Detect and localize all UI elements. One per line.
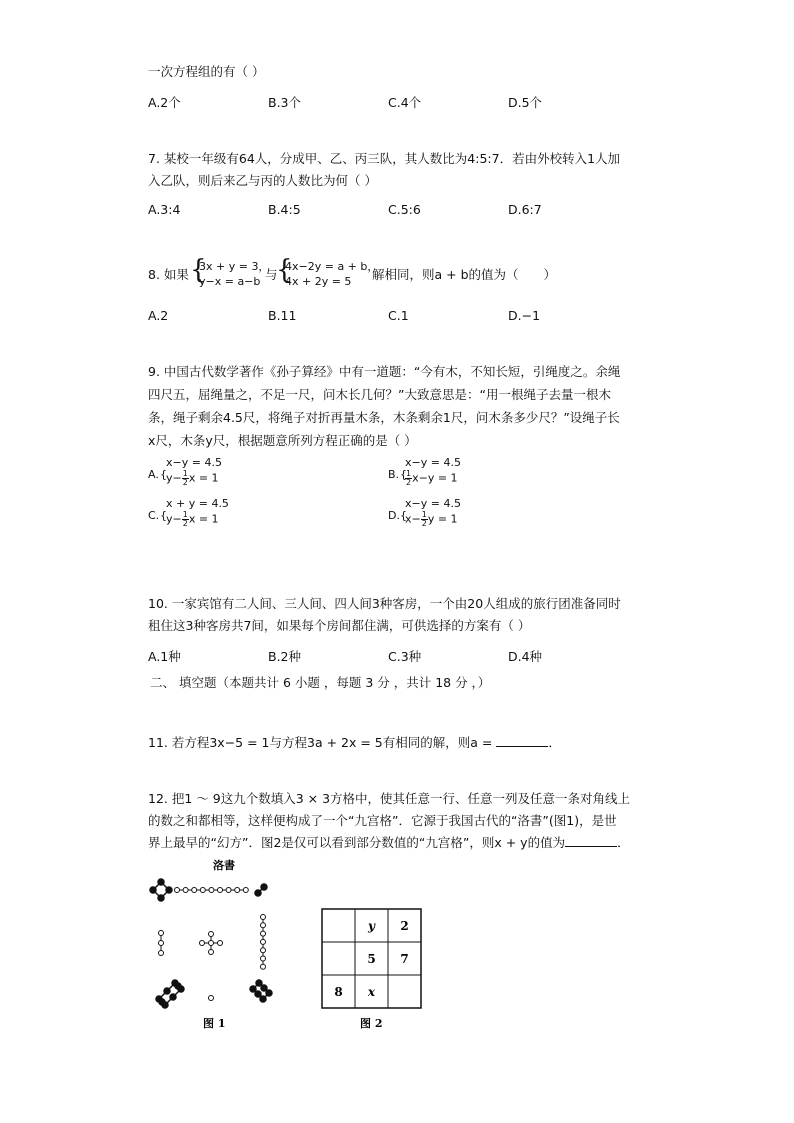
luoshu-top-right-2	[255, 884, 267, 896]
q9-option-b-system	[405, 455, 461, 487]
fraction-half: $\frac{1}{2}$	[182, 510, 188, 528]
grid-cell: 2	[400, 919, 409, 933]
luoshu-center-5	[200, 932, 223, 955]
q8-brace-2: {	[276, 255, 293, 285]
q9-option-a-eq1: x−y = 4.5	[166, 456, 222, 469]
q8-sys2-eq2: 4x + 2y = 5	[285, 275, 352, 288]
figure1-caption: 图 1	[203, 1017, 226, 1030]
q9-line4: x尺，木条y尺，根据题意所列方程正确的是（ ）	[148, 433, 417, 448]
q9-option-a-brace: {	[160, 468, 167, 481]
fraction-half: $\frac{1}{2}$	[406, 469, 412, 487]
grid-cell-x: x	[367, 985, 376, 999]
luoshu-mid-left-3	[159, 931, 164, 956]
q7-line1: 7. 某校一年级有64人，分成甲、乙、丙三队，其人数比为4:5:7．若由外校转入1人加	[148, 151, 621, 166]
q12-line1: 12. 把1 ～ 9这九个数填入3 × 3方格中，使其任意一行、任意一列及任意一条对角线上	[148, 791, 631, 806]
luoshu-figure	[145, 855, 285, 1035]
fraction-half: $\frac{1}{2}$	[182, 469, 188, 487]
q10-line1: 10. 一家宾馆有二人间、三人间、四人间3种客房，一个由20人组成的旅行团准备同时	[148, 596, 621, 611]
q8-option-d[interactable]: D.−1	[508, 308, 541, 323]
q12-line2: 的数之和都相等，这样便构成了一个“九宫格”．它源于我国古代的“洛書”(图1)，是世	[148, 813, 617, 828]
q6-option-d[interactable]: D.5个	[508, 95, 543, 110]
q8-option-a[interactable]: A.2	[148, 308, 169, 323]
q8-suffix: 解相同，则a + b的值为（ ）	[372, 267, 557, 282]
grid-cell: 7	[400, 952, 409, 966]
q8-option-c[interactable]: C.1	[388, 308, 409, 323]
q9-option-b-eq2: $\frac{1}{2}$ x−y = 1	[406, 469, 458, 487]
q7-option-c[interactable]: C.5:6	[388, 202, 421, 217]
q9-option-d-eq2: x− $\frac{1}{2}$ y = 1	[405, 510, 458, 528]
q9-option-c-system	[166, 496, 229, 528]
q7-option-b[interactable]: B.4:5	[268, 202, 301, 217]
q9-option-b-eq1: x−y = 4.5	[405, 456, 461, 469]
q9-option-c-eq1: x + y = 4.5	[166, 497, 229, 510]
q9-option-c-brace: {	[160, 509, 167, 522]
q6-option-c[interactable]: C.4个	[388, 95, 422, 110]
q10-option-d[interactable]: D.4种	[508, 649, 543, 664]
q8-sys1-eq2: y−x = a−b	[199, 275, 261, 288]
q8-sys2-eq1: 4x−2y = a + b，	[285, 260, 379, 273]
q12-line3: 界上最早的“幻方”．图2是仅可以看到部分数值的“九宫格”，则x + y的值为 ．	[148, 835, 630, 850]
q8-mid: 与	[265, 267, 278, 282]
q10-option-b[interactable]: B.2种	[268, 649, 302, 664]
luoshu-mid-right-7	[261, 915, 266, 970]
q8-option-b[interactable]: B.11	[268, 308, 297, 323]
q9-stem	[148, 360, 678, 452]
q11-text: 11. 若方程3x−5 = 1与方程3a + 2x = 5有相同的解，则a =	[148, 735, 497, 750]
q11-stem	[148, 733, 561, 751]
q8-system-2	[285, 259, 378, 289]
q9-option-d-brace: {	[400, 509, 407, 522]
section-heading: 二、 填空题（本题共计 6 小题 ，每题 3 分 ，共计 18 分 ，）	[150, 675, 491, 690]
luoshu-bottom-left-8	[156, 980, 184, 1008]
q8-prefix: 8. 如果	[148, 267, 189, 282]
luoshu-top-9	[175, 888, 249, 893]
q9-option-a-label: A.	[148, 468, 159, 481]
q6-option-b[interactable]: B.3个	[268, 95, 302, 110]
q11-end: ．	[548, 735, 561, 750]
q12-stem	[148, 788, 678, 854]
q9-option-a-system	[166, 455, 222, 487]
q10-line2: 租住这3种客房共7间，如果每个房间都住满，可供选择的方案有（ ）	[148, 618, 531, 633]
q9-option-b-label: B.	[388, 468, 400, 481]
q9-line2: 四尺五，屈绳量之，不足一尺，问木长几何？”大致意思是：“用一根绳子去量一根木	[148, 387, 611, 402]
luoshu-top-left-4	[150, 879, 172, 901]
q10-stem	[148, 593, 678, 637]
figure1-title: 洛書	[213, 859, 235, 872]
q7-stem	[148, 148, 678, 192]
luoshu-bottom-right-6	[250, 980, 272, 1002]
q10-option-c[interactable]: C.3种	[388, 649, 422, 664]
q11-answer-blank[interactable]	[496, 734, 548, 747]
q9-option-b-brace: {	[400, 468, 407, 481]
figure2-caption: 图 2	[360, 1017, 383, 1030]
q9-option-c-eq2: y− $\frac{1}{2}$ x = 1	[166, 510, 219, 528]
q9-option-d-label: D.	[388, 509, 400, 522]
grid-cell: 8	[334, 985, 343, 999]
q8-brace-1: {	[190, 255, 207, 285]
q7-line2: 入乙队，则后来乙与丙的人数比为何（ ）	[148, 173, 377, 188]
grid-cell-y: y	[368, 919, 375, 933]
q12-answer-blank[interactable]	[565, 834, 617, 847]
q9-line3: 条，绳子剩余4.5尺，将绳子对折再量木条，木条剩余1尺，问木条多少尺？”设绳子长	[148, 410, 620, 425]
q6-tail: 一次方程组的有（ ）	[148, 64, 265, 79]
fraction-half: $\frac{1}{2}$	[421, 510, 427, 528]
q8-sys1-eq1: 3x + y = 3，	[199, 260, 270, 273]
q6-option-a[interactable]: A.2个	[148, 95, 181, 110]
q9-option-c-label: C.	[148, 509, 160, 522]
q8-system-1	[199, 259, 269, 289]
q9-option-d-system	[405, 496, 461, 528]
grid-cell: 5	[367, 952, 376, 966]
q10-option-a[interactable]: A.1种	[148, 649, 181, 664]
q9-line1: 9. 中国古代数学著作《孙子算经》中有一道题：“今有木，不知长短，引绳度之。余绳	[148, 364, 621, 379]
q9-option-d-eq1: x−y = 4.5	[405, 497, 461, 510]
q9-option-a-eq2: y− $\frac{1}{2}$ x = 1	[166, 469, 219, 487]
luoshu-bottom-1	[209, 996, 214, 1001]
q7-option-a[interactable]: A.3:4	[148, 202, 181, 217]
magic-square-figure	[318, 905, 428, 1035]
q7-option-d[interactable]: D.6:7	[508, 202, 542, 217]
